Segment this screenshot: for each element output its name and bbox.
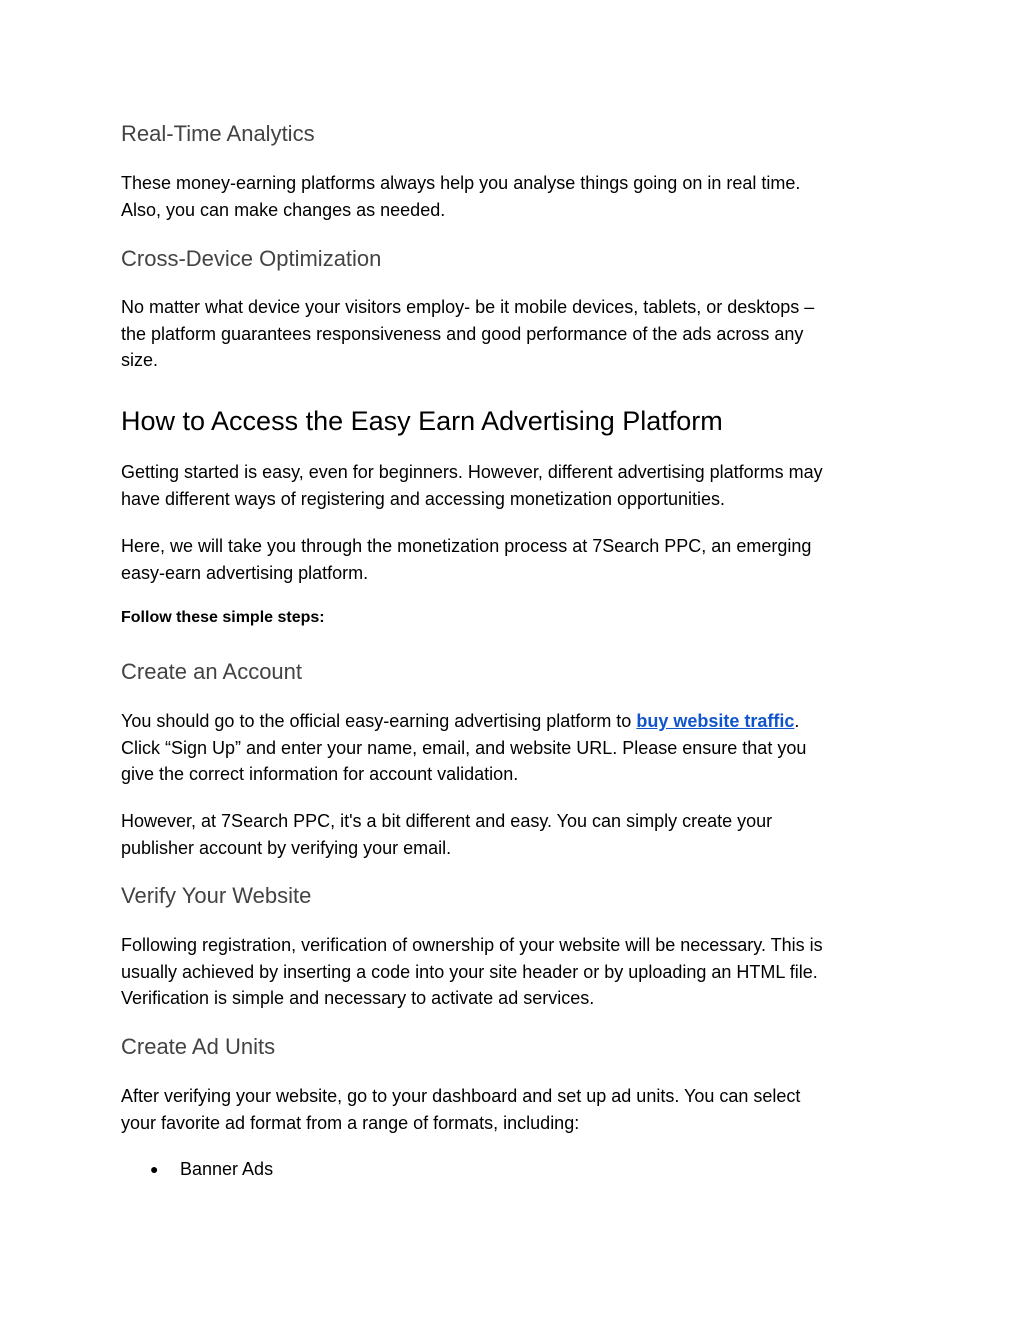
text-line: Following registration, verification of ownership of your website will be necessary. This is: [121, 935, 823, 955]
text-line: easy-earn advertising platform.: [121, 562, 369, 583]
paragraph-create-account: [121, 708, 911, 788]
heading-cross-device-optimization: Cross-Device Optimization: [121, 246, 382, 271]
text-line: give the correct information for account validation.: [121, 764, 519, 785]
heading-verify-your-website: Verify Your Website: [121, 883, 312, 908]
text-segment: You should go to the official easy-earning advertising platform to: [121, 711, 637, 731]
text-line: However, at 7Search PPC, it's a bit different and easy. You can simply create your: [121, 811, 773, 831]
text-line: No matter what device your visitors employ- be it mobile devices, tablets, or desktops –: [121, 297, 815, 317]
text-line: Click “Sign Up” and enter your name, email, and website URL. Please ensure that you: [121, 737, 807, 758]
text-line: Also, you can make changes as needed.: [121, 199, 446, 220]
paragraph-7search-account: [121, 808, 911, 861]
text-line: size.: [121, 350, 159, 371]
text-line: have different ways of registering and accessing monetization opportunities.: [121, 488, 726, 509]
heading-create-an-account: Create an Account: [121, 659, 303, 684]
text-line: Verification is simple and necessary to activate ad services.: [121, 988, 595, 1009]
paragraph-getting-started: [121, 459, 911, 512]
text-line: These money-earning platforms always help you analyse things going on in real time.: [121, 173, 801, 193]
text-line: Here, we will take you through the monetization process at 7Search PPC, an emerging: [121, 536, 812, 556]
heading-create-ad-units: Create Ad Units: [121, 1034, 276, 1059]
steps-label: Follow these simple steps:: [121, 609, 325, 626]
text-segment: .: [794, 711, 800, 731]
list-item-label: Banner Ads: [180, 1159, 274, 1179]
paragraph-monetization-process: [121, 533, 911, 586]
text-line: Getting started is easy, even for beginners. However, different advertising platforms may: [121, 462, 823, 482]
bullet-icon: ●: [150, 1161, 159, 1177]
list-item: [150, 1156, 273, 1182]
paragraph-create-ad-units: [121, 1083, 911, 1136]
text-line: your favorite ad format from a range of formats, including:: [121, 1112, 580, 1133]
heading-how-to-access: How to Access the Easy Earn Advertising Platform: [121, 406, 723, 436]
paragraph-verify-website: [121, 932, 911, 1012]
text-line: usually achieved by inserting a code into your site header or by uploading an HTML file.: [121, 961, 818, 982]
text-line: the platform guarantees responsiveness and good performance of the ads across any: [121, 323, 804, 344]
heading-real-time-analytics: Real-Time Analytics: [121, 121, 315, 146]
paragraph-real-time-analytics: [121, 170, 911, 223]
text-line: After verifying your website, go to your dashboard and set up ad units. You can select: [121, 1086, 801, 1106]
buy-website-traffic-link[interactable]: buy website traffic: [636, 711, 795, 731]
paragraph-cross-device-optimization: [121, 294, 911, 374]
text-line: [121, 708, 911, 735]
text-line: publisher account by verifying your email.: [121, 837, 452, 858]
